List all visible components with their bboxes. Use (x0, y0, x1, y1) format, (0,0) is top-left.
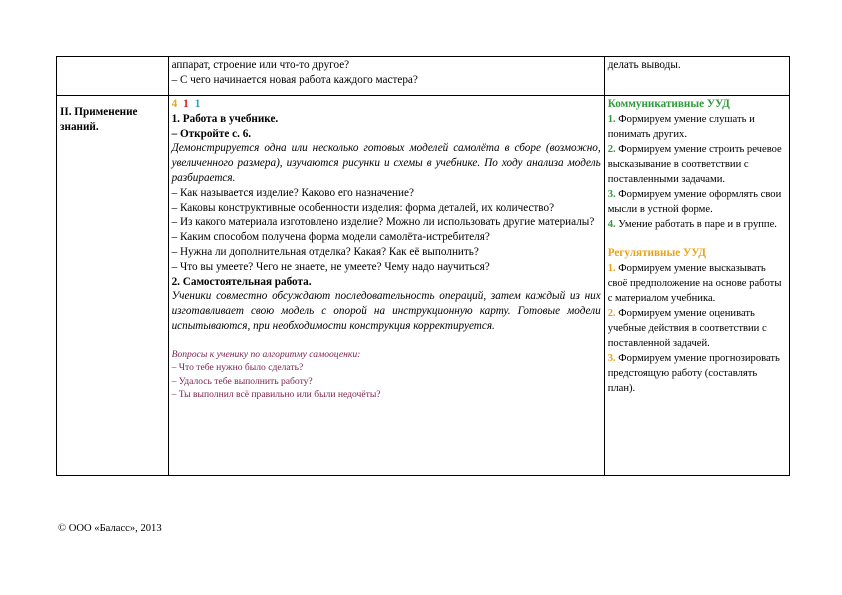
question: – Что вы умеете? Чего не знаете, не умеете? Чему надо научиться? (171, 260, 490, 273)
item-text: Формируем умение прогнозировать предстоящую работу (составлять план). (607, 352, 780, 394)
lesson-table (56, 56, 790, 476)
item-number: 2. (607, 143, 616, 155)
slide-number: 1 (194, 98, 201, 110)
section-heading: 1. Работа в учебнике. (171, 112, 279, 125)
self-work-text: Ученики совместно обсуждают последовательность операций, затем каждый из них изготавливает свою модель с опорой на инструкционную карту. Готовые модели испытываются, при необходимости конструкция корректируется. (171, 290, 601, 332)
demo-text: Демонстрируется одна или несколько готовых моделей самолёта в сборе (возможно, увеличенного размера), изучаются рисунки и схемы в учебнике. По ходу анализа модель разбирается. (171, 142, 601, 184)
text-line: аппарат, строение или что-то другое? (171, 59, 350, 71)
uud-item (608, 187, 786, 217)
item-number: 2. (607, 307, 616, 319)
slide-numbers (172, 97, 601, 112)
question: – Как называется изделие? Каково его назначение? (171, 186, 414, 199)
uud-title-communicative: Коммуникативные УУД (607, 98, 730, 110)
uud-item (608, 261, 786, 306)
uud-item (608, 351, 786, 396)
slide-number: 1 (183, 98, 189, 110)
text-line: – С чего начинается новая работа каждого мастера? (171, 73, 418, 86)
item-text: Формируем умение строить речевое высказывание в соответствии с поставленными задачами. (607, 143, 782, 185)
stage-cell (57, 96, 169, 476)
uud-cell (604, 96, 789, 476)
uud-item (608, 142, 786, 187)
question: – Каковы конструктивные особенности изделия: форма деталей, их количество? (171, 201, 555, 214)
content-cell (168, 96, 604, 476)
item-text: Умение работать в паре и в группе. (618, 218, 777, 230)
item-text: Формируем умение слушать и понимать других. (607, 113, 755, 140)
selfcheck-question: – Ты выполнил всё правильно или были недочёты? (171, 389, 381, 401)
item-number: 1. (607, 262, 616, 274)
question: – Каким способом получена форма модели самолёта-истребителя? (171, 231, 490, 244)
uud-item (608, 306, 786, 351)
item-text: Формируем умение высказывать своё предположение на основе работы с материалом учебника. (607, 262, 782, 304)
text-line: делать выводы. (607, 59, 681, 71)
spacer (172, 334, 601, 348)
selfcheck-question: – Что тебе нужно было сделать? (171, 362, 304, 374)
item-text: Формируем умение оценивать учебные действия в соответствии с поставленной задачей. (607, 307, 767, 349)
stage-cell-empty (57, 57, 169, 96)
question: – Нужна ли дополнительная отделка? Какая? Как её выполнить? (171, 245, 479, 258)
stage-title: II. Применение знаний. (60, 106, 138, 133)
item-number: 4. (607, 218, 616, 230)
section-heading: 2. Самостоятельная работа. (171, 275, 312, 288)
selfcheck-title: Вопросы к ученику по алгоритму самооценки: (171, 348, 361, 360)
content-cell (168, 57, 604, 96)
table-row (57, 96, 790, 476)
spacer (608, 232, 786, 246)
selfcheck-question: – Удалось тебе выполнить работу? (171, 375, 313, 387)
question: – Из какого материала изготовлено изделие? Можно ли использовать другие материалы? (171, 216, 595, 229)
uud-item (608, 112, 786, 142)
slide-number: 4 (171, 98, 178, 110)
uud-item (608, 217, 786, 232)
table-row (57, 57, 790, 96)
uud-cell (604, 57, 789, 96)
uud-title-regulative: Регулятивные УУД (607, 246, 706, 259)
copyright-footer: © ООО «Баласс», 2013 (58, 523, 162, 534)
item-text: Формируем умение оформлять свои мысли в устной форме. (607, 188, 782, 215)
item-number: 1. (607, 113, 616, 125)
instruction: – Откройте с. 6. (171, 127, 252, 140)
item-number: 3. (607, 352, 616, 364)
item-number: 3. (607, 188, 616, 200)
